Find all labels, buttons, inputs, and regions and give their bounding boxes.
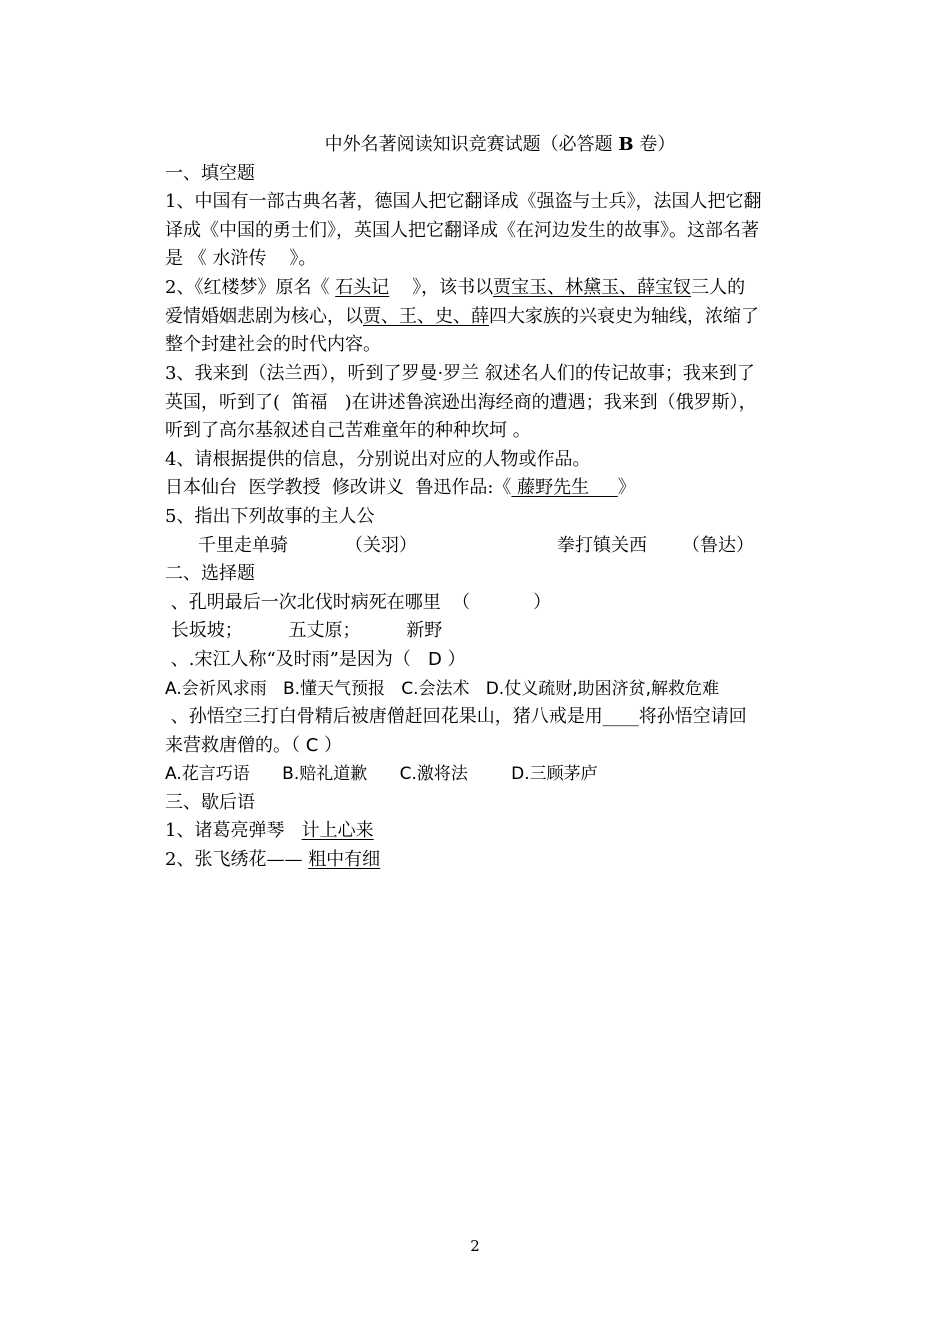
c3-options: A.花言巧语 B.赔礼道歉 C.激将法 D.三顾茅庐 [165,764,598,784]
q2-answer-1: 石头记 [335,277,390,298]
q1-answer: 水浒传 [212,248,267,269]
c2-answer: D [428,649,442,670]
title-bold: B [618,134,634,155]
x1-question: 1、诸葛亮弹琴 [165,820,302,841]
q2-text-d: 爱情婚姻悲剧为核心，以 [165,306,363,327]
c3-text-b: 将孙悟空请回 [638,706,747,727]
q5-story-2: 拳打镇关西 [557,535,647,556]
section-2-heading: 二、选择题 [165,563,255,584]
c3-text-d: ） [318,735,343,756]
q2-text-a: 2、《红楼梦》原名《 [165,277,336,298]
x2-answer: 粗中有细 [308,849,381,870]
c2-options: A.会祈风求雨 B.懂天气预报 C.会法术 D.仗义疏财,助困济贫,解救危难 [165,679,720,699]
q2-text-b: 》，该书以 [389,277,494,298]
page-title [0,134,950,156]
q1-text-b: 》。 [266,248,317,269]
q2-line3: 整个封建社会的时代内容。 [165,334,381,355]
q2-answer-2: 贾宝玉、林黛玉、薛宝钗 [493,277,692,298]
c3-question-line2 [165,735,342,757]
q3-line2: 英国，听到了( 笛福 )在讲述鲁滨逊出海经商的遭遇；我来到（俄罗斯）， [165,392,757,413]
x2-question: 2、张飞绣花—— [165,849,309,870]
q5-story-1: 千里走单骑 [198,535,288,556]
q4-text-b: 》 [617,477,636,498]
q2-line2 [165,306,759,328]
q2-text-c: 三人的 [691,277,746,298]
c3-question-line1 [165,706,747,728]
q3-line1: 3、我来到（法兰西），听到了罗曼·罗兰 叙述名人们的传记故事；我来到了 [165,363,755,384]
q2-text-e: 四大家族的兴衰史为轴线，浓缩了 [489,306,759,327]
q1-line1: 1、中国有一部古典名著，德国人把它翻译成《强盗与士兵》，法国人把它翻 [165,191,762,212]
c3-blank: ____ [602,706,639,727]
q1-text-a: 是 《 [165,248,213,269]
section-3-heading: 三、歇后语 [165,792,255,813]
q5-answer-1: （关羽） [345,535,417,556]
title-end: 卷） [639,134,676,155]
q3-line3: 听到了高尔基叙述自己苦难童年的种种坎坷 。 [165,420,531,441]
q1-line2: 译成《中国的勇士们》，英国人把它翻译成《在河边发生的故事》。这部名著 [165,220,759,241]
c3-answer: C [305,735,319,756]
c2-text-a: 、.宋江人称“及时雨”是因为（ [165,649,429,670]
c2-text-b: ） [441,649,466,670]
section-1-heading: 一、填空题 [165,163,255,184]
q2-answer-3: 贾、王、史、薛 [363,306,489,327]
x1-answer: 计上心来 [301,820,374,841]
page-number: 2 [470,1237,480,1255]
q5-line1: 5、指出下列故事的主人公 [165,506,375,527]
title-text: 中外名著阅读知识竞赛试题（必答题 [324,134,613,155]
q4-text-a: 日本仙台 医学教授 修改讲义 鲁迅作品:《 [165,477,512,498]
x2-line [165,849,380,871]
c3-text-a: 、孙悟空三打白骨精后被唐僧赶回花果山，猪八戒是用 [165,706,603,727]
q4-line1: 4、请根据提供的信息，分别说出对应的人物或作品。 [165,449,591,470]
x1-line [165,820,374,842]
q2-line1 [165,277,745,299]
q5-answer-2: （鲁达） [682,535,754,556]
q4-line2 [165,477,636,499]
q1-line3 [165,248,316,270]
c1-question: 、孔明最后一次北伐时病死在哪里 （ ） [165,592,552,613]
q4-answer: 藤野先生 [511,477,618,498]
c3-text-c: 来营救唐僧的。（ [165,735,306,756]
c1-options: 长坂坡； 五丈原； 新野 [165,620,443,641]
c2-question [165,649,466,671]
